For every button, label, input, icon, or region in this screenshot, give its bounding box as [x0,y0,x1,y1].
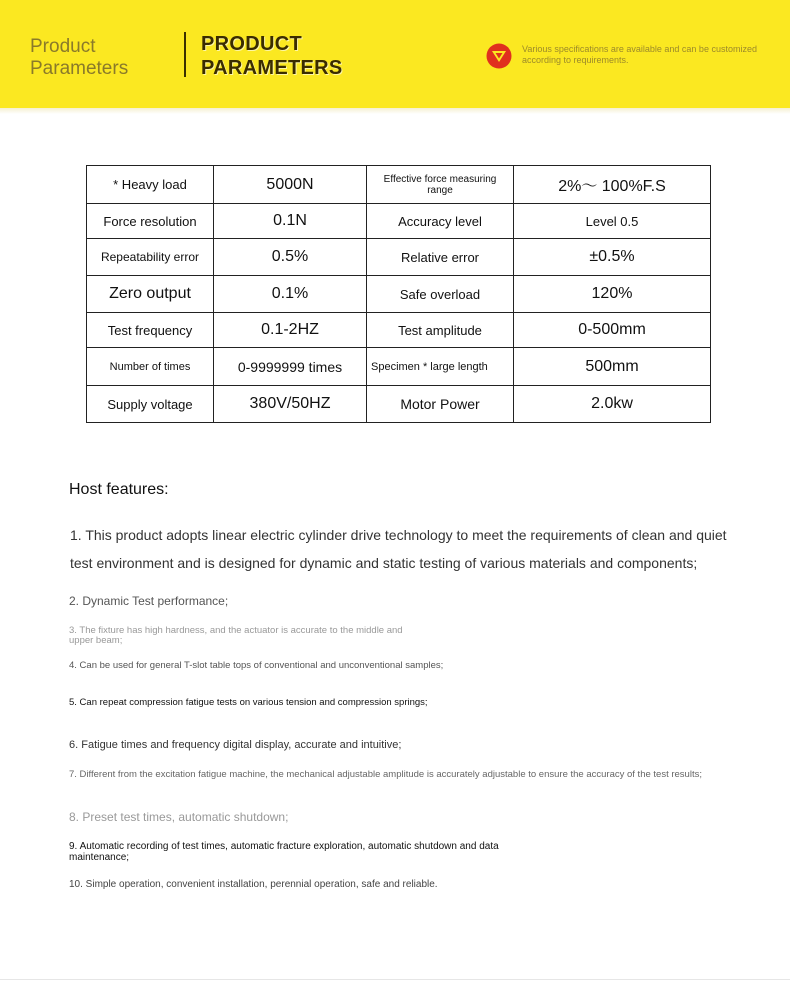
param-value: 2%～ 100%F.S [514,166,711,204]
param-value: 380V/50HZ [214,386,367,423]
parameters-table [86,165,711,423]
param-label: Relative error [367,239,514,276]
table-row [87,239,711,276]
table-row [87,276,711,313]
banner-shadow [0,108,790,114]
param-label: Test amplitude [367,313,514,348]
param-label: Effective force measuring range [367,166,514,204]
param-label: Test frequency [87,313,214,348]
triangle-badge-icon [486,43,512,69]
param-value: 0-9999999 times [214,348,367,386]
param-label: Motor Power [367,386,514,423]
feature-item: 1. This product adopts linear electric cylinder drive technology to meet the requirements of clean and quiet test environment and is designed for dynamic and static testing of various materials and components; [70,527,727,571]
header-title-secondary: Product Parameters [30,36,129,79]
param-label: Repeatability error [87,239,214,276]
param-value: 120% [514,276,711,313]
param-label: Supply voltage [87,386,214,423]
table-row [87,313,711,348]
feature-item: 10. Simple operation, convenient installation, perennial operation, safe and reliable. [69,879,438,890]
param-value: 2.0kw [514,386,711,423]
param-value: 0.1N [214,204,367,239]
feature-item: 8. Preset test times, automatic shutdown; [69,810,289,824]
param-value: 0.1% [214,276,367,313]
feature-item: 2. Dynamic Test performance; [69,594,229,608]
table-row [87,166,711,204]
param-value: 0.5% [214,239,367,276]
table-row [87,204,711,239]
table-row [87,348,711,386]
param-value: Level 0.5 [514,204,711,239]
feature-item: 6. Fatigue times and frequency digital display, accurate and intuitive; [69,739,402,751]
param-label: Specimen * large length [367,348,514,386]
header-divider [184,32,186,77]
feature-item: 3. The fixture has high hardness, and the actuator is accurate to the middle and upper beam; [69,625,403,646]
param-value: ±0.5% [514,239,711,276]
param-label: Number of times [87,348,214,386]
feature-item: 9. Automatic recording of test times, automatic fracture exploration, automatic shutdown and data maintenance; [69,841,499,863]
header-title-line1: PRODUCT [201,33,302,55]
header-note: Various specifications are available and can be customized according to requirements. [522,44,757,65]
feature-item: 5. Can repeat compression fatigue tests on various tension and compression springs; [69,697,428,708]
param-value: 500mm [514,348,711,386]
header-title-line2: PARAMETERS [201,57,343,79]
param-label: Zero output [87,276,214,313]
feature-item: 7. Different from the excitation fatigue machine, the mechanical adjustable amplitude is accurately adjustable to ensure the accuracy of the test results; [69,769,702,780]
bottom-divider [0,979,790,980]
param-value: 0-500mm [514,313,711,348]
param-label: Safe overload [367,276,514,313]
param-label: Force resolution [87,204,214,239]
header-banner [0,0,790,108]
table-row [87,386,711,423]
host-features-title: Host features: [69,481,169,498]
param-label: * Heavy load [87,166,214,204]
param-value: 5000N [214,166,367,204]
feature-item: 4. Can be used for general T-slot table tops of conventional and unconventional samples; [69,660,444,671]
param-label: Accuracy level [367,204,514,239]
header-title [201,32,343,80]
param-value: 0.1-2HZ [214,313,367,348]
